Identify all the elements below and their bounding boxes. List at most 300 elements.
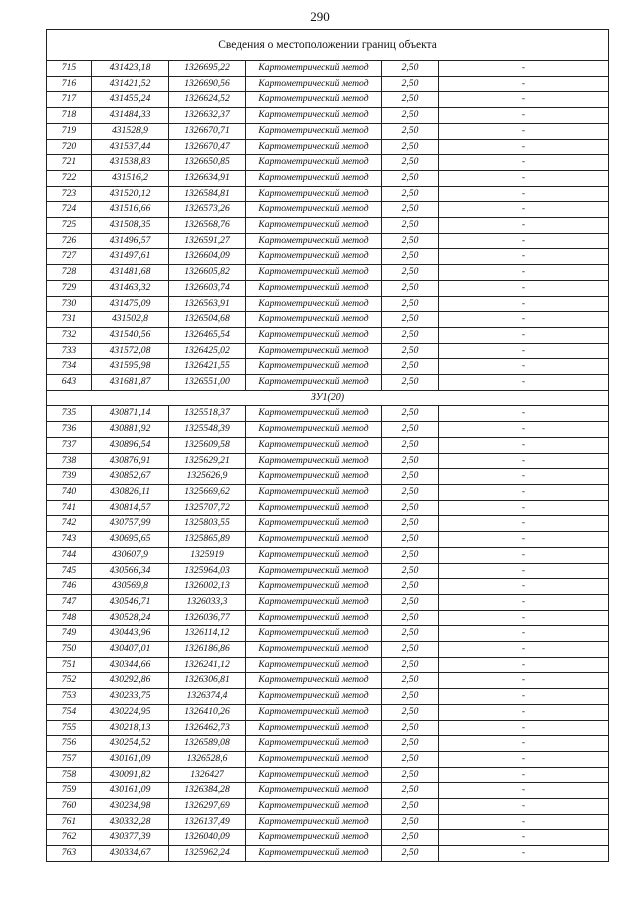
point-number: 726 [47,233,92,249]
precision-cell: 2,50 [382,327,439,343]
precision-cell: 2,50 [382,202,439,218]
coordinate-x: 431528,9 [92,123,169,139]
description-cell: - [439,359,609,375]
table-row [47,296,609,312]
coordinate-x: 431496,57 [92,233,169,249]
table-row [47,170,609,186]
coordinate-x: 431520,12 [92,186,169,202]
point-number: 723 [47,186,92,202]
coordinate-y: 1326033,3 [169,594,246,610]
table-row [47,751,609,767]
point-number: 718 [47,108,92,124]
coordinate-x: 430528,24 [92,610,169,626]
precision-cell: 2,50 [382,751,439,767]
point-number: 759 [47,783,92,799]
coordinate-x: 430814,57 [92,500,169,516]
coordinate-x: 430826,11 [92,484,169,500]
description-cell: - [439,76,609,92]
description-cell: - [439,547,609,563]
description-cell: - [439,720,609,736]
precision-cell: 2,50 [382,689,439,705]
coordinate-x: 431423,18 [92,61,169,77]
coordinate-y: 1325518,37 [169,406,246,422]
coordinate-y: 1325964,03 [169,563,246,579]
coordinate-x: 431502,8 [92,312,169,328]
method-cell: Картометрический метод [246,327,382,343]
coordinate-y: 1326670,71 [169,123,246,139]
point-number: 746 [47,579,92,595]
coordinate-y: 1326670,47 [169,139,246,155]
table-row [47,312,609,328]
coordinate-x: 431475,09 [92,296,169,312]
method-cell: Картометрический метод [246,720,382,736]
table-row [47,814,609,830]
table-row [47,579,609,595]
precision-cell: 2,50 [382,484,439,500]
point-number: 748 [47,610,92,626]
precision-cell: 2,50 [382,767,439,783]
coordinate-x: 430695,65 [92,532,169,548]
precision-cell: 2,50 [382,123,439,139]
table-body [47,30,609,862]
section-heading: ЗУ1(20) [47,390,609,406]
description-cell: - [439,422,609,438]
coordinate-y: 1326624,52 [169,92,246,108]
point-number: 730 [47,296,92,312]
coordinate-y: 1326605,82 [169,265,246,281]
method-cell: Картометрический метод [246,280,382,296]
coordinates-table-container [46,29,608,862]
method-cell: Картометрический метод [246,61,382,77]
table-row [47,673,609,689]
method-cell: Картометрический метод [246,375,382,391]
coordinate-y: 1326573,26 [169,202,246,218]
description-cell: - [439,437,609,453]
table-row [47,736,609,752]
point-number: 717 [47,92,92,108]
table-row [47,139,609,155]
description-cell: - [439,626,609,642]
method-cell: Картометрический метод [246,579,382,595]
description-cell: - [439,846,609,862]
table-row [47,249,609,265]
coordinate-x: 431595,98 [92,359,169,375]
coordinate-y: 1326695,22 [169,61,246,77]
point-number: 729 [47,280,92,296]
table-row [47,720,609,736]
point-number: 742 [47,516,92,532]
description-cell: - [439,296,609,312]
precision-cell: 2,50 [382,406,439,422]
point-number: 762 [47,830,92,846]
coordinate-x: 430881,92 [92,422,169,438]
description-cell: - [439,92,609,108]
precision-cell: 2,50 [382,704,439,720]
coordinate-x: 430334,67 [92,846,169,862]
coordinate-y: 1326410,26 [169,704,246,720]
coordinate-x: 430161,09 [92,783,169,799]
point-number: 731 [47,312,92,328]
method-cell: Картометрический метод [246,437,382,453]
coordinate-x: 430443,96 [92,626,169,642]
table-row [47,375,609,391]
coordinate-y: 1325626,9 [169,469,246,485]
coordinate-y: 1326634,91 [169,170,246,186]
coordinate-y: 1326427 [169,767,246,783]
point-number: 715 [47,61,92,77]
point-number: 736 [47,422,92,438]
coordinate-x: 430607,9 [92,547,169,563]
coordinate-y: 1326603,74 [169,280,246,296]
coordinate-x: 430091,82 [92,767,169,783]
coordinate-y: 1326604,09 [169,249,246,265]
table-row [47,327,609,343]
point-number: 749 [47,626,92,642]
point-number: 750 [47,642,92,658]
precision-cell: 2,50 [382,594,439,610]
point-number: 728 [47,265,92,281]
precision-cell: 2,50 [382,736,439,752]
coordinate-x: 430871,14 [92,406,169,422]
description-cell: - [439,830,609,846]
precision-cell: 2,50 [382,280,439,296]
table-row [47,547,609,563]
table-row [47,469,609,485]
table-row [47,233,609,249]
point-number: 727 [47,249,92,265]
description-cell: - [439,563,609,579]
point-number: 761 [47,814,92,830]
coordinate-x: 431463,32 [92,280,169,296]
method-cell: Картометрический метод [246,673,382,689]
precision-cell: 2,50 [382,139,439,155]
coordinate-x: 430569,8 [92,579,169,595]
coordinate-x: 430566,34 [92,563,169,579]
table-row [47,280,609,296]
coordinate-y: 1326584,81 [169,186,246,202]
table-row [47,610,609,626]
method-cell: Картометрический метод [246,139,382,155]
precision-cell: 2,50 [382,108,439,124]
coordinate-x: 431572,08 [92,343,169,359]
description-cell: - [439,139,609,155]
description-cell: - [439,532,609,548]
description-cell: - [439,799,609,815]
coordinate-x: 431540,56 [92,327,169,343]
method-cell: Картометрический метод [246,846,382,862]
precision-cell: 2,50 [382,799,439,815]
description-cell: - [439,642,609,658]
point-number: 735 [47,406,92,422]
method-cell: Картометрический метод [246,563,382,579]
method-cell: Картометрический метод [246,516,382,532]
table-row [47,657,609,673]
table-row [47,830,609,846]
table-row [47,642,609,658]
method-cell: Картометрический метод [246,830,382,846]
coordinate-y: 1326568,76 [169,218,246,234]
description-cell: - [439,202,609,218]
table-row [47,186,609,202]
precision-cell: 2,50 [382,312,439,328]
coordinate-y: 1326504,68 [169,312,246,328]
coordinate-x: 430332,28 [92,814,169,830]
precision-cell: 2,50 [382,155,439,171]
method-cell: Картометрический метод [246,406,382,422]
precision-cell: 2,50 [382,532,439,548]
table-row [47,799,609,815]
coordinate-x: 430852,67 [92,469,169,485]
method-cell: Картометрический метод [246,233,382,249]
description-cell: - [439,375,609,391]
point-number: 747 [47,594,92,610]
coordinate-y: 1326374,4 [169,689,246,705]
page-number: 290 [310,9,330,24]
table-row [47,343,609,359]
table-row [47,767,609,783]
point-number: 716 [47,76,92,92]
precision-cell: 2,50 [382,343,439,359]
point-number: 741 [47,500,92,516]
point-number: 757 [47,751,92,767]
description-cell: - [439,751,609,767]
description-cell: - [439,673,609,689]
description-cell: - [439,218,609,234]
coordinate-x: 430218,13 [92,720,169,736]
coordinate-x: 431484,33 [92,108,169,124]
coordinate-y: 1326241,12 [169,657,246,673]
coordinate-x: 430546,71 [92,594,169,610]
description-cell: - [439,689,609,705]
coordinate-x: 431538,83 [92,155,169,171]
precision-cell: 2,50 [382,249,439,265]
method-cell: Картометрический метод [246,626,382,642]
point-number: 743 [47,532,92,548]
table-title-row [47,30,609,61]
description-cell: - [439,170,609,186]
coordinate-y: 1326384,28 [169,783,246,799]
coordinate-y: 1325609,58 [169,437,246,453]
precision-cell: 2,50 [382,563,439,579]
point-number: 756 [47,736,92,752]
point-number: 745 [47,563,92,579]
precision-cell: 2,50 [382,814,439,830]
point-number: 722 [47,170,92,186]
method-cell: Картометрический метод [246,657,382,673]
method-cell: Картометрический метод [246,736,382,752]
coordinate-x: 431508,35 [92,218,169,234]
method-cell: Картометрический метод [246,500,382,516]
method-cell: Картометрический метод [246,642,382,658]
table-row [47,265,609,281]
coordinate-y: 1325919 [169,547,246,563]
coordinate-y: 1326563,91 [169,296,246,312]
precision-cell: 2,50 [382,469,439,485]
method-cell: Картометрический метод [246,296,382,312]
description-cell: - [439,406,609,422]
point-number: 734 [47,359,92,375]
coordinate-x: 430377,39 [92,830,169,846]
method-cell: Картометрический метод [246,155,382,171]
coordinate-x: 430344,66 [92,657,169,673]
method-cell: Картометрический метод [246,484,382,500]
description-cell: - [439,312,609,328]
coordinate-y: 1325707,72 [169,500,246,516]
coordinate-x: 430407,01 [92,642,169,658]
precision-cell: 2,50 [382,296,439,312]
point-number: 753 [47,689,92,705]
method-cell: Картометрический метод [246,469,382,485]
description-cell: - [439,500,609,516]
table-row [47,704,609,720]
method-cell: Картометрический метод [246,218,382,234]
description-cell: - [439,469,609,485]
coordinate-x: 430254,52 [92,736,169,752]
precision-cell: 2,50 [382,422,439,438]
coordinate-y: 1325669,62 [169,484,246,500]
point-number: 733 [47,343,92,359]
precision-cell: 2,50 [382,720,439,736]
point-number: 732 [47,327,92,343]
description-cell: - [439,579,609,595]
method-cell: Картометрический метод [246,202,382,218]
section-heading-row [47,390,609,406]
coordinate-x: 430161,09 [92,751,169,767]
precision-cell: 2,50 [382,846,439,862]
point-number: 719 [47,123,92,139]
point-number: 738 [47,453,92,469]
point-number: 758 [47,767,92,783]
table-row [47,422,609,438]
coordinate-y: 1326186,86 [169,642,246,658]
method-cell: Картометрический метод [246,92,382,108]
method-cell: Картометрический метод [246,751,382,767]
point-number: 721 [47,155,92,171]
precision-cell: 2,50 [382,579,439,595]
description-cell: - [439,327,609,343]
precision-cell: 2,50 [382,516,439,532]
method-cell: Картометрический метод [246,249,382,265]
point-number: 724 [47,202,92,218]
description-cell: - [439,249,609,265]
description-cell: - [439,767,609,783]
coordinate-x: 431421,52 [92,76,169,92]
method-cell: Картометрический метод [246,343,382,359]
description-cell: - [439,233,609,249]
precision-cell: 2,50 [382,265,439,281]
coordinate-y: 1326421,55 [169,359,246,375]
coordinate-x: 431497,61 [92,249,169,265]
precision-cell: 2,50 [382,610,439,626]
coordinate-y: 1326297,69 [169,799,246,815]
coordinate-y: 1325865,89 [169,532,246,548]
description-cell: - [439,123,609,139]
table-row [47,846,609,862]
point-number: 744 [47,547,92,563]
description-cell: - [439,280,609,296]
precision-cell: 2,50 [382,375,439,391]
description-cell: - [439,783,609,799]
table-row [47,92,609,108]
table-row [47,123,609,139]
method-cell: Картометрический метод [246,422,382,438]
method-cell: Картометрический метод [246,123,382,139]
precision-cell: 2,50 [382,642,439,658]
table-row [47,453,609,469]
method-cell: Картометрический метод [246,547,382,563]
coordinate-y: 1325629,21 [169,453,246,469]
coordinate-y: 1325962,24 [169,846,246,862]
coordinate-x: 431516,66 [92,202,169,218]
coordinate-y: 1326462,73 [169,720,246,736]
precision-cell: 2,50 [382,453,439,469]
method-cell: Картометрический метод [246,312,382,328]
coordinate-y: 1325548,39 [169,422,246,438]
coordinate-y: 1326650,85 [169,155,246,171]
table-row [47,563,609,579]
table-row [47,155,609,171]
method-cell: Картометрический метод [246,186,382,202]
point-number: 739 [47,469,92,485]
precision-cell: 2,50 [382,218,439,234]
coordinate-y: 1326690,56 [169,76,246,92]
coordinate-y: 1325803,55 [169,516,246,532]
method-cell: Картометрический метод [246,76,382,92]
description-cell: - [439,61,609,77]
precision-cell: 2,50 [382,76,439,92]
description-cell: - [439,704,609,720]
method-cell: Картометрический метод [246,532,382,548]
precision-cell: 2,50 [382,830,439,846]
coordinate-x: 430234,98 [92,799,169,815]
method-cell: Картометрический метод [246,814,382,830]
precision-cell: 2,50 [382,359,439,375]
point-number: 755 [47,720,92,736]
coordinate-y: 1326551,00 [169,375,246,391]
table-title: Сведения о местоположении границ объекта [47,30,609,61]
description-cell: - [439,736,609,752]
coordinate-y: 1326036,77 [169,610,246,626]
method-cell: Картометрический метод [246,689,382,705]
point-number: 752 [47,673,92,689]
table-row [47,202,609,218]
precision-cell: 2,50 [382,233,439,249]
point-number: 754 [47,704,92,720]
coordinate-x: 430292,86 [92,673,169,689]
description-cell: - [439,155,609,171]
method-cell: Картометрический метод [246,265,382,281]
precision-cell: 2,50 [382,61,439,77]
table-row [47,689,609,705]
description-cell: - [439,814,609,830]
coordinate-x: 431537,44 [92,139,169,155]
coordinate-y: 1326528,6 [169,751,246,767]
method-cell: Картометрический метод [246,704,382,720]
coordinate-y: 1326425,02 [169,343,246,359]
coordinate-y: 1326591,27 [169,233,246,249]
table-row [47,532,609,548]
table-row [47,359,609,375]
method-cell: Картометрический метод [246,108,382,124]
coordinate-x: 430876,91 [92,453,169,469]
precision-cell: 2,50 [382,626,439,642]
method-cell: Картометрический метод [246,453,382,469]
method-cell: Картометрический метод [246,170,382,186]
method-cell: Картометрический метод [246,359,382,375]
table-row [47,218,609,234]
method-cell: Картометрический метод [246,783,382,799]
table-row [47,484,609,500]
